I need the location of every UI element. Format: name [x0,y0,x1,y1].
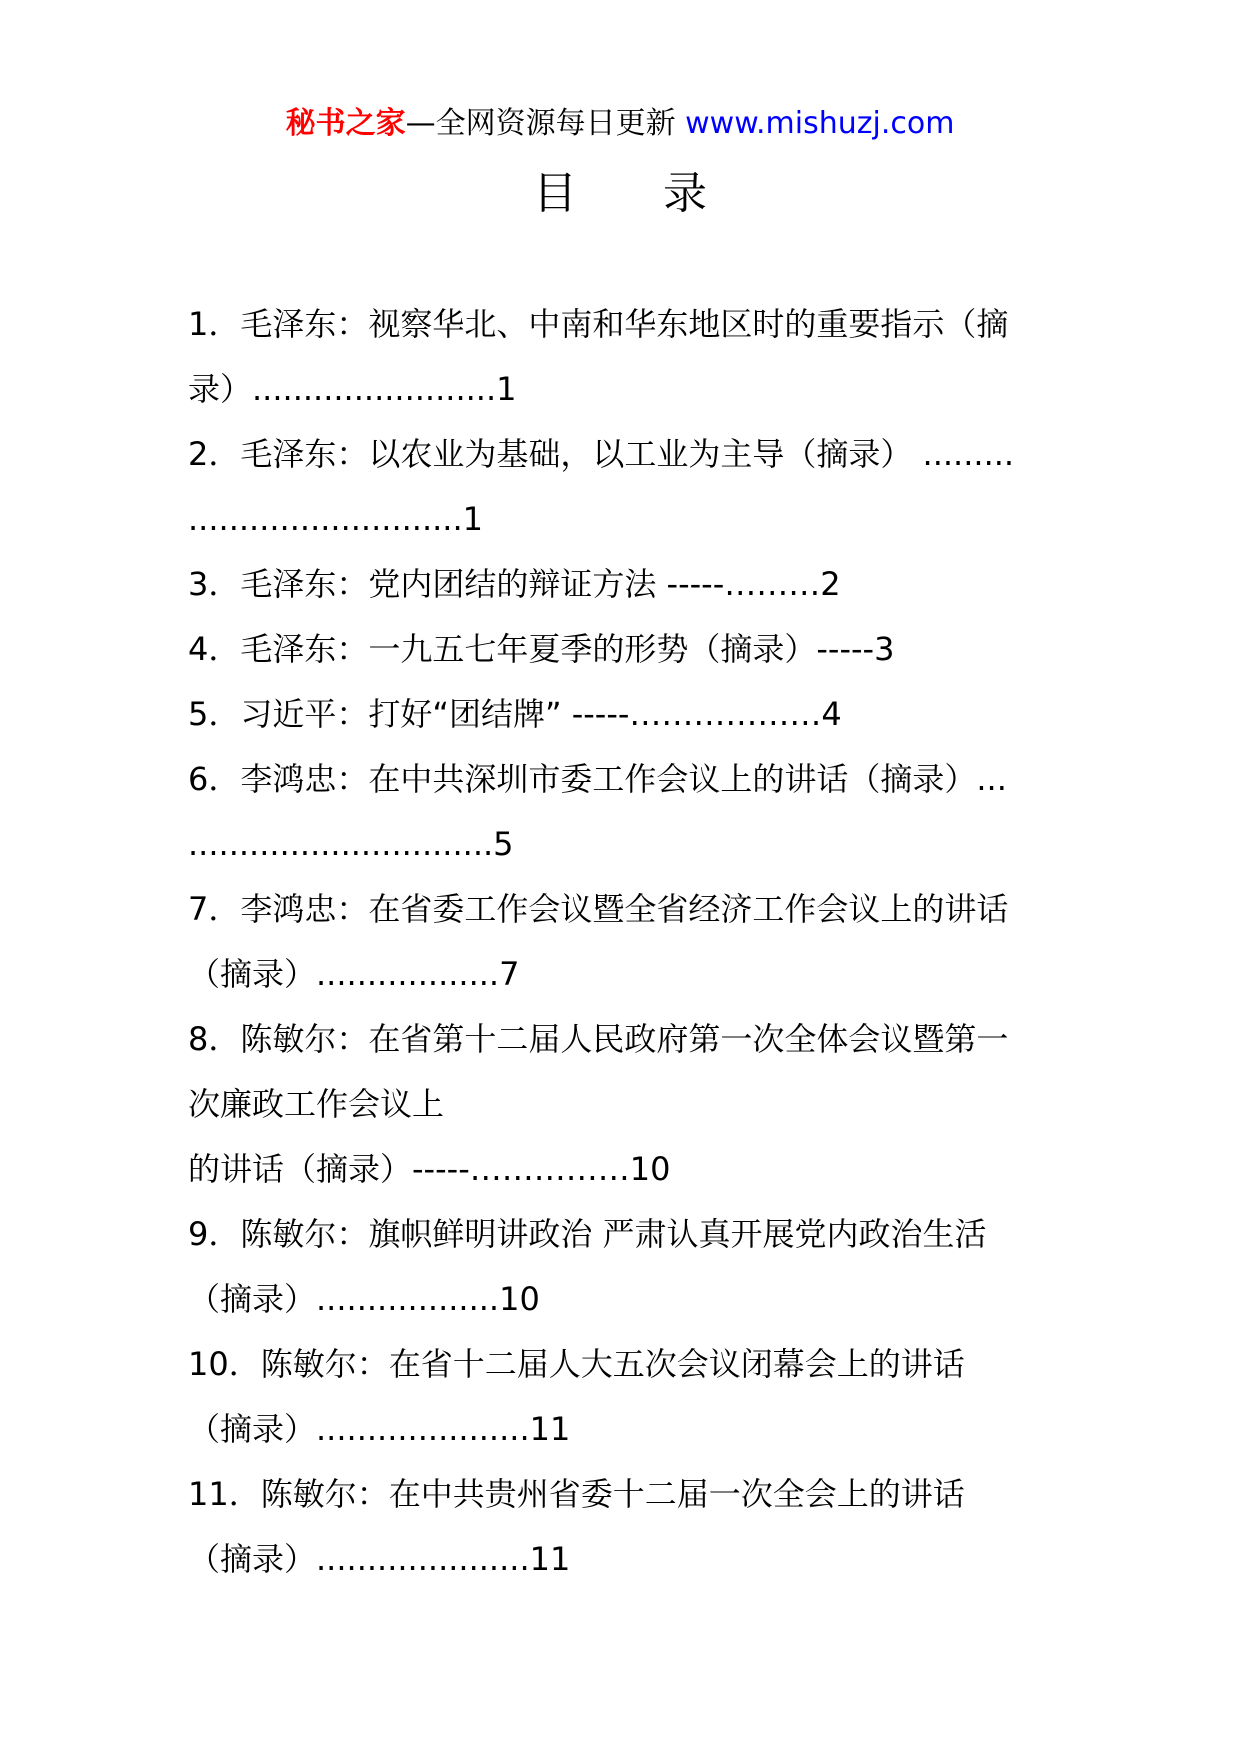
toc-entry-2-line-2[interactable]: ...........................1 [188,500,483,538]
header-tagline: —全网资源每日更新 [405,106,686,141]
toc-entry-3[interactable]: 3．毛泽东：党内团结的辩证方法 -----………2 [188,565,841,603]
toc-entry-9-line-2[interactable]: （摘录）..................10 [188,1280,540,1318]
toc-entry-7-line-1[interactable]: 7．李鸿忠：在省委工作会议暨全省经济工作会议上的讲话 [188,890,1009,928]
toc-entry-10-line-1[interactable]: 10．陈敏尔：在省十二届人大五次会议闭幕会上的讲话 [188,1345,965,1383]
site-url-link[interactable]: www.mishuzj.com [685,106,955,141]
site-header [0,102,1240,146]
toc-entry-8-line-2[interactable]: 次廉政工作会议上 [188,1085,445,1123]
toc-entry-1-line-1[interactable]: 1．毛泽东：视察华北、中南和华东地区时的重要指示（摘 [188,305,1009,343]
toc-entry-5[interactable]: 5．习近平：打好“团结牌” -----………………4 [188,695,842,733]
toc-entry-11-line-2[interactable]: （摘录）.....................11 [188,1540,571,1578]
toc-entry-6-line-2[interactable]: ..............................5 [188,825,514,863]
toc-entry-6-line-1[interactable]: 6．李鸿忠：在中共深圳市委工作会议上的讲话（摘录）... [188,760,1007,798]
toc-entry-8-line-1[interactable]: 8．陈敏尔：在省第十二届人民政府第一次全体会议暨第一 [188,1020,1009,1058]
toc-entry-8-line-3[interactable]: 的讲话（摘录）-----……………10 [188,1150,671,1188]
toc-entry-10-line-2[interactable]: （摘录）.....................11 [188,1410,571,1448]
toc-entry-1-line-2[interactable]: 录）........................1 [188,370,517,408]
toc-entry-7-line-2[interactable]: （摘录）..................7 [188,955,520,993]
toc-entry-4[interactable]: 4．毛泽东：一九五七年夏季的形势（摘录）-----3 [188,630,895,668]
toc-entry-9-line-1[interactable]: 9．陈敏尔：旗帜鲜明讲政治 严肃认真开展党内政治生活 [188,1215,987,1253]
page-title: 目 录 [533,168,743,219]
table-of-contents [188,292,1058,1592]
toc-entry-11-line-1[interactable]: 11．陈敏尔：在中共贵州省委十二届一次全会上的讲话 [188,1475,965,1513]
toc-entry-2-line-1[interactable]: 2．毛泽东：以农业为基础，以工业为主导（摘录） ......... [188,435,1015,473]
brand-name: 秘书之家 [285,106,406,141]
